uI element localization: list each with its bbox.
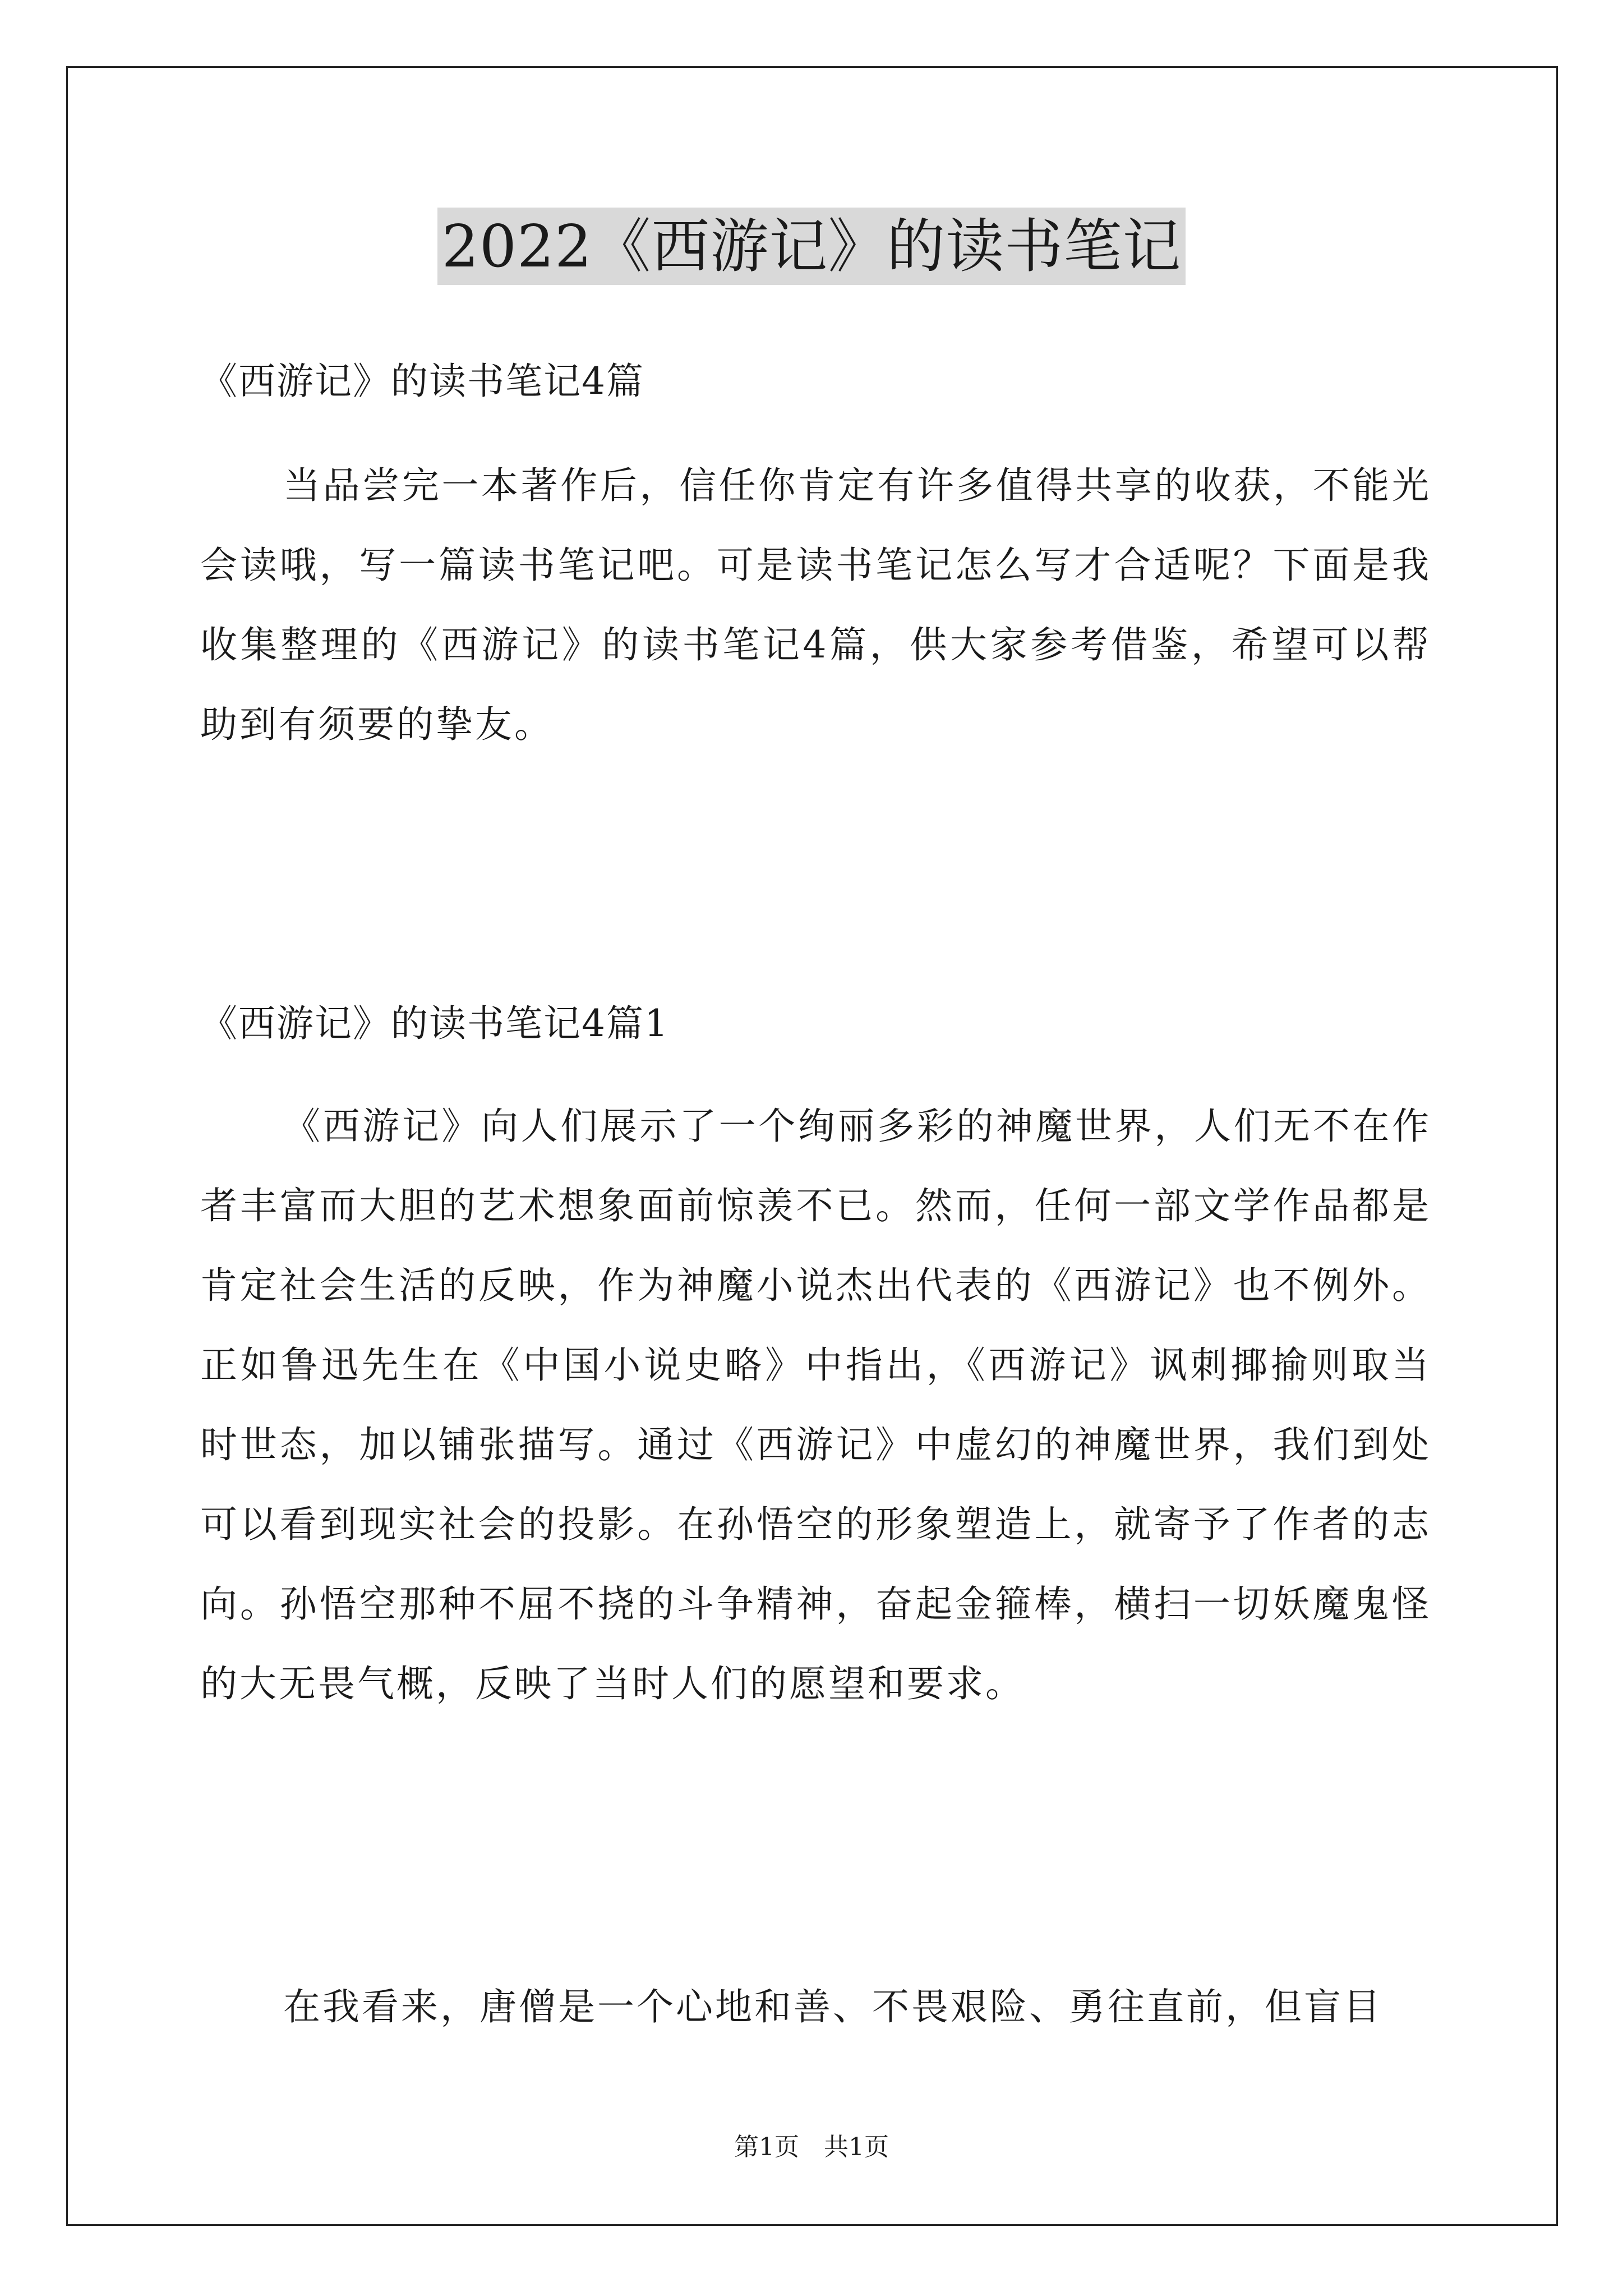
page-number-footer: 第1页 共1页 bbox=[734, 2133, 889, 2161]
body-paragraph: 在我看来，唐僧是一个心地和善、不畏艰险、勇往直前，但盲目 bbox=[283, 1985, 1382, 2028]
intro-paragraph: 当品尝完一本著作后，信任你肯定有许多值得共享的收获，不能光会读哦，写一篇读书笔记吧。可是读书笔记怎么写才合适呢？下面是我收集整理的《西游记》的读书笔记4篇，供大家参考借鉴，希望可以帮助到有须要的挚友。 bbox=[200, 464, 1431, 746]
section-heading: 《西游记》的读书笔记4篇1 bbox=[200, 1002, 669, 1045]
body-paragraph: 《西游记》向人们展示了一个绚丽多彩的神魔世界，人们无不在作者丰富而大胆的艺术想象面前惊羡不已。然而，任何一部文学作品都是肯定社会生活的反映，作为神魔小说杰出代表的《西游记》也不例外。正如鲁迅先生在《中国小说史略》中指出，《西游记》讽刺揶揄则取当时世态，加以铺张描写。通过《西游记》中虚幻的神魔世界，我们到处可以看到现实社会的投影。在孙悟空的形象塑造上，就寄予了作者的志向。孙悟空那种不屈不挠的斗争精神，奋起金箍棒，横扫一切妖魔鬼怪的大无畏气概，反映了当时人们的愿望和要求。 bbox=[200, 1105, 1431, 1705]
document-title: 2022《西游记》的读书笔记 bbox=[437, 208, 1186, 285]
intro-heading: 《西游记》的读书笔记4篇 bbox=[200, 360, 644, 403]
title-container bbox=[0, 208, 1623, 285]
